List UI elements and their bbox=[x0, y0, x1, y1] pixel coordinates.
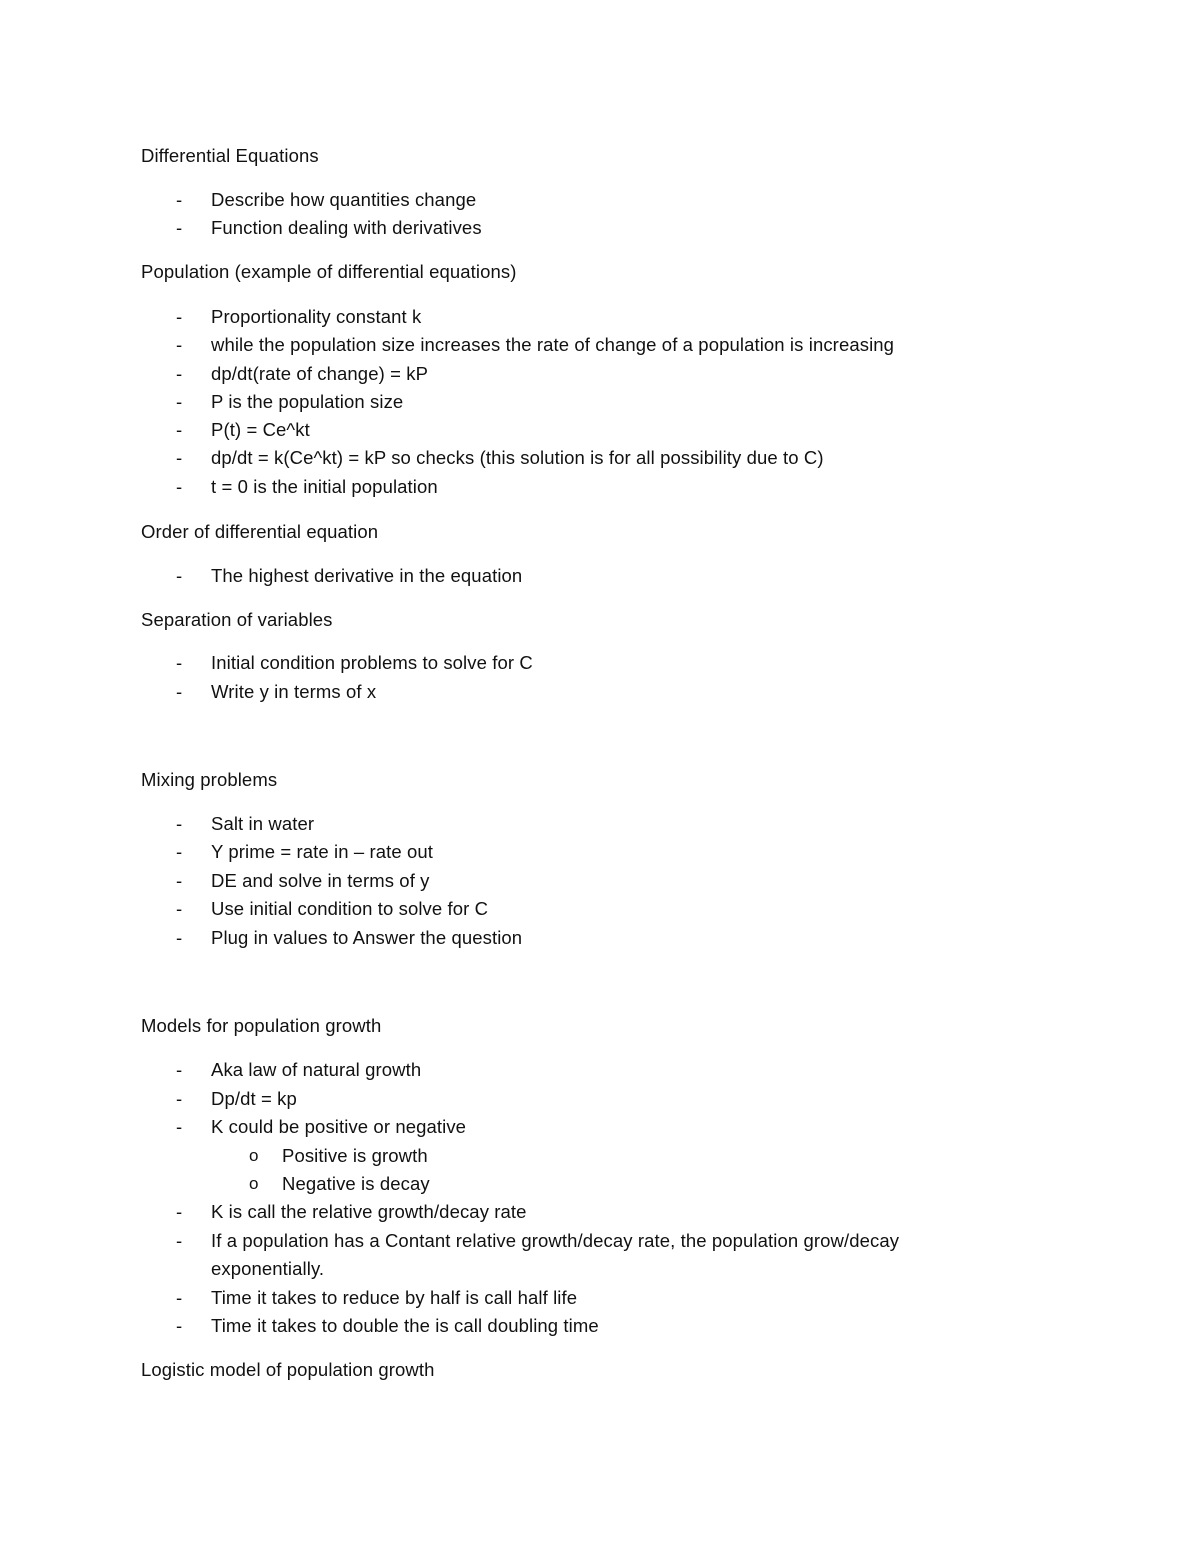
bullet-circle: o bbox=[249, 1146, 259, 1165]
bullet-dash: - bbox=[176, 927, 183, 948]
bullet-dash: - bbox=[176, 363, 183, 384]
list-item: while the population size increases the rate of change of a population is increasing bbox=[211, 334, 895, 355]
list-item: K is call the relative growth/decay rate bbox=[211, 1201, 527, 1222]
bullet-dash: - bbox=[176, 476, 183, 497]
list-item: Use initial condition to solve for C bbox=[211, 898, 489, 919]
bullet-dash: - bbox=[176, 813, 183, 834]
list-item: Dp/dt = kp bbox=[211, 1088, 297, 1109]
list-item: dp/dt(rate of change) = kP bbox=[211, 363, 429, 384]
bullet-dash: - bbox=[176, 1059, 183, 1080]
bullet-dash: - bbox=[176, 841, 183, 862]
list-item: Plug in values to Answer the question bbox=[211, 927, 523, 948]
list-item: Aka law of natural growth bbox=[211, 1059, 422, 1080]
bullet-dash: - bbox=[176, 1201, 183, 1222]
heading-logistic: Logistic model of population growth bbox=[141, 1359, 435, 1380]
heading-separation: Separation of variables bbox=[141, 609, 333, 630]
list-item-continuation: exponentially. bbox=[211, 1258, 325, 1279]
bullet-dash: - bbox=[176, 898, 183, 919]
bullet-dash: - bbox=[176, 1315, 183, 1336]
list-item: t = 0 is the initial population bbox=[211, 476, 438, 497]
list-item: dp/dt = k(Ce^kt) = kP so checks (this solution is for all possibility due to C) bbox=[211, 447, 824, 468]
list-item: P(t) = Ce^kt bbox=[211, 419, 310, 440]
list-item: DE and solve in terms of y bbox=[211, 870, 430, 891]
bullet-dash: - bbox=[176, 1116, 183, 1137]
list-item: Salt in water bbox=[211, 813, 315, 834]
heading-population: Population (example of differential equations) bbox=[141, 261, 517, 282]
heading-differential-equations: Differential Equations bbox=[141, 145, 319, 166]
bullet-dash: - bbox=[176, 391, 183, 412]
heading-models: Models for population growth bbox=[141, 1015, 382, 1036]
bullet-dash: - bbox=[176, 1230, 183, 1251]
list-item: Time it takes to double the is call doubling time bbox=[211, 1315, 599, 1336]
list-item: Describe how quantities change bbox=[211, 189, 477, 210]
heading-mixing: Mixing problems bbox=[141, 769, 278, 790]
bullet-dash: - bbox=[176, 1088, 183, 1109]
sub-list-item: Negative is decay bbox=[282, 1173, 430, 1194]
list-item: P is the population size bbox=[211, 391, 404, 412]
bullet-dash: - bbox=[176, 1287, 183, 1308]
bullet-dash: - bbox=[176, 189, 183, 210]
list-item: K could be positive or negative bbox=[211, 1116, 467, 1137]
heading-order: Order of differential equation bbox=[141, 521, 379, 542]
bullet-dash: - bbox=[176, 334, 183, 355]
bullet-dash: - bbox=[176, 870, 183, 891]
sub-list-item: Positive is growth bbox=[282, 1145, 428, 1166]
list-item: Proportionality constant k bbox=[211, 306, 422, 327]
bullet-dash: - bbox=[176, 652, 183, 673]
list-item: The highest derivative in the equation bbox=[211, 565, 523, 586]
bullet-circle: o bbox=[249, 1174, 259, 1193]
bullet-dash: - bbox=[176, 217, 183, 238]
list-item: Function dealing with derivatives bbox=[211, 217, 482, 238]
list-item: Write y in terms of x bbox=[211, 681, 377, 702]
list-item: Time it takes to reduce by half is call half life bbox=[211, 1287, 578, 1308]
bullet-dash: - bbox=[176, 565, 183, 586]
bullet-dash: - bbox=[176, 681, 183, 702]
bullet-dash: - bbox=[176, 419, 183, 440]
list-item: Initial condition problems to solve for C bbox=[211, 652, 533, 673]
list-item: If a population has a Contant relative growth/decay rate, the population grow/decay bbox=[211, 1230, 900, 1251]
bullet-dash: - bbox=[176, 306, 183, 327]
list-item: Y prime = rate in – rate out bbox=[211, 841, 434, 862]
bullet-dash: - bbox=[176, 447, 183, 468]
